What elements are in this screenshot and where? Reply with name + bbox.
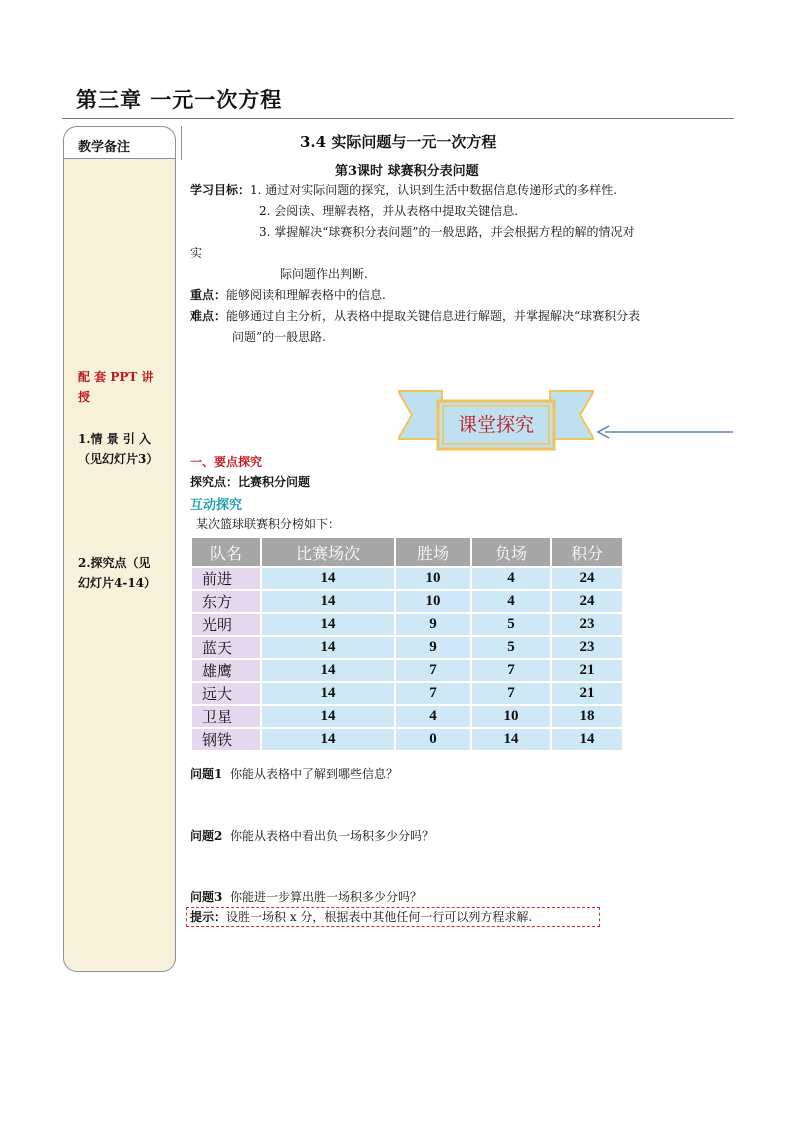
losses: 4 — [472, 591, 550, 612]
wins: 10 — [396, 568, 470, 589]
hint-label: 提示： — [190, 910, 227, 924]
hint — [190, 908, 532, 926]
table-row — [192, 729, 622, 750]
games-played: 14 — [262, 637, 394, 658]
sidebar-divider — [181, 126, 182, 160]
difficulty-cont: 问题”的一般思路. — [232, 330, 326, 344]
team-name: 钢铁 — [192, 729, 260, 750]
chapter-title: 第三章 一元一次方程 — [76, 87, 283, 112]
table-row — [192, 614, 622, 635]
col-header: 负场 — [472, 538, 550, 566]
objective-3: 3. 掌握解决“球赛积分表问题”的一般思路，并会根据方程的解的情况对 — [259, 225, 635, 239]
interactive-heading: 互动探究 — [190, 498, 243, 513]
team-name: 卫星 — [192, 706, 260, 727]
table-row — [192, 591, 622, 612]
losses: 10 — [472, 706, 550, 727]
header-rule — [62, 118, 734, 119]
sidebar-header-label: 教学备注 — [78, 140, 131, 155]
table-row — [192, 706, 622, 727]
question-3-label: 问题3 — [190, 890, 223, 904]
objective-1: 1. 通过对实际问题的探究，认识到生活中数据信息传递形式的多样性. — [250, 183, 618, 197]
wins: 7 — [396, 660, 470, 681]
banner-label: 课堂探究 — [457, 414, 535, 436]
difficulty-label: 难点： — [190, 309, 227, 323]
ppt-label-line1: 配 套 PPT 讲 — [78, 370, 154, 384]
difficulty-text: 能够通过自主分析，从表格中提取关键信息进行解题，并掌握解决“球赛积分表 — [226, 309, 641, 323]
table-row — [192, 568, 622, 589]
losses: 14 — [472, 729, 550, 750]
wins: 7 — [396, 683, 470, 704]
col-header: 比赛场次 — [262, 538, 394, 566]
note-scene-intro-line1: 1.情 景 引 入 — [78, 432, 152, 446]
team-name: 雄鹰 — [192, 660, 260, 681]
losses: 5 — [472, 637, 550, 658]
question-1-text: 你能从表格中了解到哪些信息？ — [230, 767, 399, 781]
col-header: 胜场 — [396, 538, 470, 566]
objectives-label: 学习目标： — [190, 183, 251, 197]
points: 24 — [552, 591, 622, 612]
points: 24 — [552, 568, 622, 589]
team-name: 东方 — [192, 591, 260, 612]
key-point: 能够阅读和理解表格中的信息. — [226, 288, 386, 302]
sidebar-header — [64, 127, 175, 159]
note-explore-line1: 2.探究点（见 — [78, 556, 151, 570]
games-played: 14 — [262, 660, 394, 681]
key-point-line — [190, 285, 386, 305]
points: 23 — [552, 637, 622, 658]
wins: 9 — [396, 637, 470, 658]
points: 23 — [552, 614, 622, 635]
question-2-label: 问题2 — [190, 829, 223, 843]
classroom-explore-banner — [398, 389, 594, 453]
points: 21 — [552, 660, 622, 681]
difficulty-line — [190, 306, 640, 326]
objective-3-cont: 际问题作出判断. — [280, 267, 368, 281]
question-1 — [190, 765, 398, 783]
key-point-label: 重点： — [190, 288, 227, 302]
question-2 — [190, 827, 434, 845]
team-name: 远大 — [192, 683, 260, 704]
losses: 7 — [472, 683, 550, 704]
objective-2: 2. 会阅读、理解表格，并从表格中提取关键信息. — [259, 204, 519, 218]
games-played: 14 — [262, 729, 394, 750]
losses: 5 — [472, 614, 550, 635]
games-played: 14 — [262, 706, 394, 727]
objective-1-line — [190, 180, 617, 200]
games-played: 14 — [262, 568, 394, 589]
games-played: 14 — [262, 683, 394, 704]
table-row — [192, 637, 622, 658]
col-header: 积分 — [552, 538, 622, 566]
table-intro: 某次篮球联赛积分榜如下： — [196, 517, 341, 531]
table-header-row — [192, 538, 622, 566]
team-name: 蓝天 — [192, 637, 260, 658]
ppt-label-line2: 授 — [78, 390, 91, 404]
wins: 0 — [396, 729, 470, 750]
col-header: 队名 — [192, 538, 260, 566]
wins: 4 — [396, 706, 470, 727]
table-row — [192, 683, 622, 704]
lesson-title: 第3课时 球赛积分表问题 — [335, 164, 479, 179]
games-played: 14 — [262, 614, 394, 635]
question-2-text: 你能从表格中看出负一场积多少分吗？ — [230, 829, 435, 843]
wins: 10 — [396, 591, 470, 612]
points: 18 — [552, 706, 622, 727]
question-3-text: 你能进一步算出胜一场积多少分吗？ — [230, 890, 423, 904]
games-played: 14 — [262, 591, 394, 612]
team-name: 前进 — [192, 568, 260, 589]
note-explore-line2: 幻灯片4-14） — [78, 576, 157, 590]
losses: 7 — [472, 660, 550, 681]
part-heading: 一、要点探究 — [190, 455, 263, 469]
explore-point: 探究点：比赛积分问题 — [190, 475, 311, 489]
hint-text: 设胜一场积 x 分，根据表中其他任何一行可以列方程求解. — [226, 910, 533, 924]
table-row — [192, 660, 622, 681]
standings-table — [190, 536, 624, 752]
points: 14 — [552, 729, 622, 750]
objective-3-wrap: 实 — [190, 246, 203, 260]
team-name: 光明 — [192, 614, 260, 635]
losses: 4 — [472, 568, 550, 589]
points: 21 — [552, 683, 622, 704]
wins: 9 — [396, 614, 470, 635]
teaching-notes-sidebar — [63, 126, 176, 972]
question-1-label: 问题1 — [190, 767, 223, 781]
section-title: 3.4 实际问题与一元一次方程 — [300, 133, 497, 151]
note-scene-intro-line2: （见幻灯片3） — [78, 452, 159, 466]
question-3 — [190, 888, 422, 906]
arrow-left-icon — [595, 422, 735, 442]
